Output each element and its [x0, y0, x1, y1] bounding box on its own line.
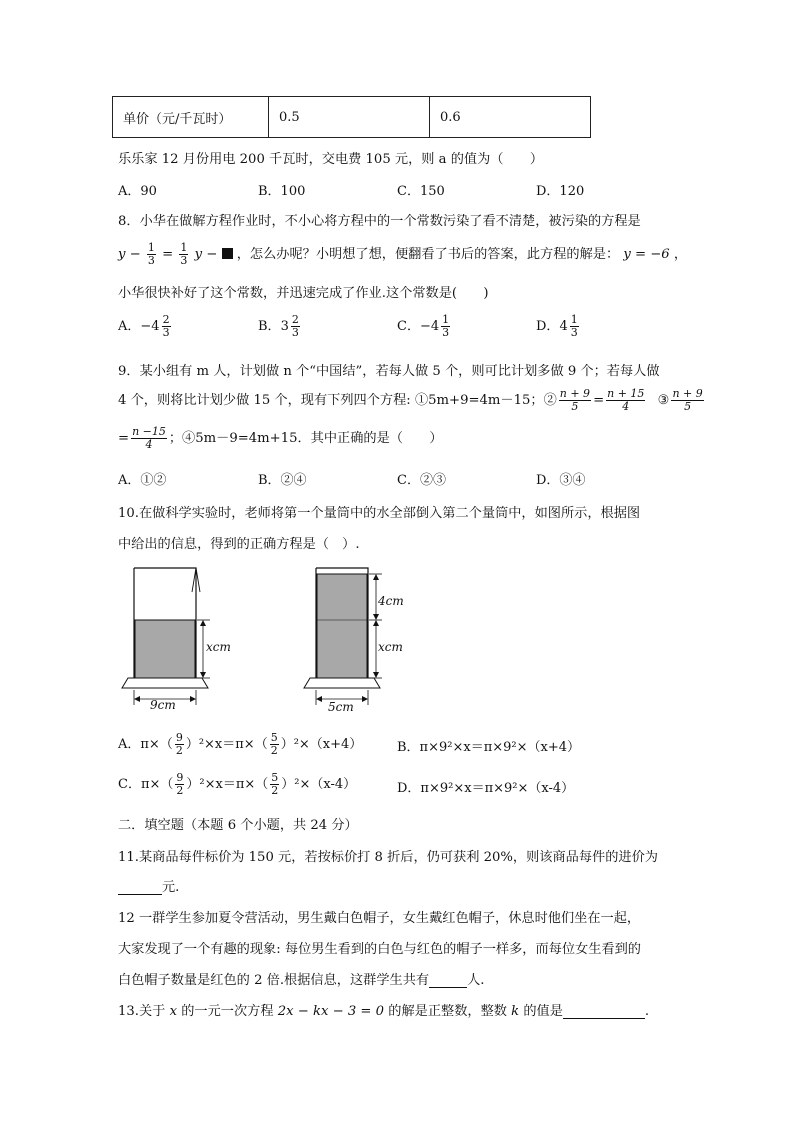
q8-frac1 — [147, 242, 156, 267]
q8-option-d-label: D． — [536, 319, 560, 334]
q12-line2: 大家发现了一个有趣的现象: 每位男生看到的白色与红色的帽子一样多，而每位女生看到的 — [118, 942, 641, 957]
q10-c-n1: 9 — [176, 771, 184, 784]
q10-a-frac2 — [270, 732, 279, 757]
section-heading: 二．填空题（本题 6 个小题，共 24 分） — [118, 818, 358, 833]
q10-a-d2: 2 — [270, 744, 278, 757]
q10-a-mid: ）²×x＝π×（ — [185, 737, 268, 752]
q9-circle3: ③ — [657, 393, 670, 408]
q9-frac2 — [606, 388, 645, 413]
fig-right-height-label: xcm — [378, 640, 403, 654]
q13-line — [118, 1000, 649, 1019]
q9-frac4-den: 4 — [145, 438, 153, 451]
q9-line2 — [118, 388, 706, 413]
q10-a-pre: A．π×（ — [118, 737, 173, 752]
q8-solution: y = −6 — [623, 247, 670, 262]
q9-option-c: C．②③ — [397, 473, 446, 488]
q10-option-a — [118, 732, 362, 757]
q10-c-mid: ）²×x＝π×（ — [186, 777, 269, 792]
q12-line1: 12 一群学生参加夏令营活动，男生戴白色帽子，女生戴红色帽子，休息时他们坐在一起， — [118, 911, 641, 926]
q9-frac1 — [559, 388, 591, 413]
q9-line1: 9．某小组有 m 人，计划做 n 个“中国结”，若每人做 5 个，则可比计划多做 9 个；若每人做 — [118, 364, 660, 379]
q9-frac2-den: 4 — [622, 400, 630, 413]
q13-pre: 13.关于 — [118, 1004, 166, 1019]
q8-option-d-frac — [570, 314, 579, 339]
q9-eq1: = — [593, 393, 605, 408]
q8-option-d — [536, 314, 581, 339]
q9-frac2-num: n + 15 — [607, 387, 645, 400]
q8-option-c-frac — [441, 314, 450, 339]
q9-option-b: B．②④ — [258, 473, 307, 488]
q10-a-n2: 5 — [270, 731, 278, 744]
q8-line2-mid: ，怎么办呢？小明想了想，便翻看了书后的答案，此方程的解是： — [236, 247, 620, 262]
q8-option-b — [258, 314, 302, 339]
table-cell-val1: 0.5 — [269, 97, 430, 138]
q9-line2-pre: 4 个，则将比计划少做 15 个，现有下列四个方程: ①5m+9=4m－15；② — [118, 393, 557, 408]
q10-c-d2: 2 — [271, 784, 279, 797]
q8-option-d-den: 3 — [570, 326, 578, 339]
q8-option-c-label: C． — [397, 319, 420, 334]
q13-eq: 2x − kx − 3 = 0 — [277, 1004, 385, 1019]
q10-line1: 10.在做科学实验时，老师将第一个量筒中的水全部倒入第二个量筒中，如图所示，根据图 — [118, 506, 641, 521]
q8-option-c-int: −4 — [419, 319, 440, 334]
q8-option-b-num: 2 — [291, 313, 299, 326]
q8-line2-end: ， — [673, 247, 688, 262]
q8-line2 — [118, 242, 687, 267]
q8-option-a-label: A． — [118, 319, 141, 334]
q8-eq-minus2: − — [206, 247, 218, 262]
q8-eq-equals: = — [162, 247, 174, 262]
q10-c-d1: 2 — [176, 784, 184, 797]
q8-frac1-num: 1 — [147, 241, 155, 254]
q7-text: 乐乐家 12 月份用电 200 千瓦时，交电费 105 元，则 a 的值为（ ） — [118, 152, 544, 167]
q11-blank — [118, 880, 162, 895]
q10-line2: 中给出的信息，得到的正确方程是（ ）. — [118, 537, 360, 552]
q9-frac4-num: n −15 — [132, 425, 166, 438]
q8-option-a-frac — [162, 314, 171, 339]
q10-option-d: D．π×9²×x＝π×9²×（x-4） — [397, 781, 575, 796]
q7-option-d: D．120 — [536, 184, 585, 199]
table-cell-val2: 0.6 — [430, 97, 591, 138]
q10-c-frac1 — [175, 772, 184, 797]
right-water — [317, 574, 367, 678]
q9-option-d: D．③④ — [536, 473, 586, 488]
q10-a-n1: 9 — [175, 731, 183, 744]
q9-frac3-den: 5 — [684, 400, 692, 413]
q13-x: x — [169, 1004, 177, 1019]
q13-mid2: 的解是正整数，整数 — [388, 1004, 507, 1019]
q8-option-d-int: 4 — [559, 319, 568, 334]
q8-option-a-int: −4 — [140, 319, 160, 334]
q10-a-frac1 — [175, 732, 184, 757]
q9-frac3 — [671, 388, 703, 413]
q8-eq-y2: y — [194, 247, 203, 262]
q9-frac3-num: n + 9 — [672, 387, 703, 400]
table-row — [113, 97, 591, 138]
q10-c-pre: C．π×（ — [118, 777, 174, 792]
q8-option-c-num: 1 — [442, 313, 450, 326]
q8-option-c — [397, 314, 452, 339]
q10-a-d1: 2 — [175, 744, 183, 757]
q10-option-b: B．π×9²×x＝π×9²×（x+4） — [397, 740, 581, 755]
q12-line3-pre: 白色帽子数量是红色的 2 倍.根据信息，这群学生共有 — [118, 973, 430, 988]
q13-end: . — [644, 1004, 650, 1019]
q13-k: k — [511, 1004, 520, 1019]
fig-right-width-label: 5cm — [328, 700, 354, 714]
right-cylinder — [304, 568, 382, 705]
q13-blank — [563, 1004, 645, 1019]
fig-left-height-label: xcm — [206, 640, 231, 654]
q8-frac1-den: 3 — [147, 254, 155, 267]
q8-frac2-num: 1 — [180, 241, 188, 254]
q8-option-b-den: 3 — [291, 326, 299, 339]
q12-line3-post: 人. — [467, 973, 485, 988]
left-cylinder — [122, 568, 210, 705]
q8-frac2-den: 3 — [180, 254, 188, 267]
q8-option-a-num: 2 — [162, 313, 170, 326]
q7-option-a: A．90 — [118, 184, 157, 199]
q8-line3: 小华很快补好了这个常数，并迅速完成了作业.这个常数是( ) — [118, 286, 489, 301]
q13-mid: 的一元一次方程 — [181, 1004, 274, 1019]
q8-eq-y: y — [118, 247, 126, 262]
q9-line3 — [118, 426, 443, 451]
q8-line1: 8．小华在做解方程作业时，不小心将方程中的一个常数污染了看不清楚，被污染的方程是 — [118, 214, 641, 229]
q10-c-frac2 — [270, 772, 279, 797]
q7-option-b: B．100 — [258, 184, 306, 199]
q8-option-d-num: 1 — [570, 313, 578, 326]
q11-line2 — [118, 876, 179, 895]
q10-c-post: ）²×（x-4） — [281, 777, 357, 792]
q8-option-c-den: 3 — [442, 326, 450, 339]
q7-option-c: C．150 — [397, 184, 445, 199]
q9-frac1-num: n + 9 — [559, 387, 591, 400]
q11-line1: 11.某商品每件标价为 150 元，若按标价打 8 折后，仍可获利 20%，则该商品每件的进价为 — [118, 850, 658, 865]
fig-left-width-label: 9cm — [150, 698, 176, 712]
q10-option-c — [118, 772, 356, 797]
q11-line2-text: 元. — [162, 880, 180, 895]
q9-frac4 — [131, 426, 167, 451]
q8-frac2 — [179, 242, 188, 267]
q10-c-n2: 5 — [271, 771, 279, 784]
price-table — [112, 96, 591, 138]
q8-option-b-label: B． — [258, 319, 281, 334]
table-cell-label: 单价（元/千瓦时） — [113, 97, 269, 138]
q8-option-a — [118, 314, 173, 339]
q8-option-b-int: 3 — [280, 319, 289, 334]
q9-line3-post: ；④5m－9=4m+15．其中正确的是（ ） — [168, 431, 443, 446]
q8-eq-minus: − — [129, 247, 141, 262]
left-water — [135, 620, 195, 678]
q8-option-a-den: 3 — [162, 326, 170, 339]
q12-line3 — [118, 969, 484, 988]
q9-option-a: A．①② — [118, 473, 167, 488]
q9-frac1-den: 5 — [571, 400, 579, 413]
q8-option-b-frac — [291, 314, 300, 339]
q9-eq2: = — [118, 431, 130, 446]
q12-blank — [429, 973, 467, 988]
ink-blot-icon — [222, 248, 233, 259]
q13-post: 的值是 — [523, 1004, 563, 1019]
q10-a-post: ）²×（x+4） — [280, 737, 363, 752]
fig-right-top-label: 4cm — [378, 594, 404, 608]
